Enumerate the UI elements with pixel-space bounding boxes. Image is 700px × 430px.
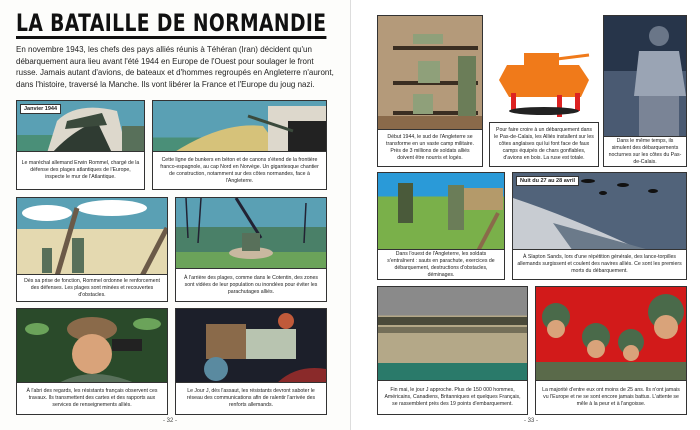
caption: À l'abri des regards, les résistants français observent ces travaux. Ils transmettent des cartes et des rapports aux services de renseignements alliés. <box>17 382 167 414</box>
page-number: - 32 - <box>163 418 178 424</box>
caption: Le maréchal allemand Erwin Rommel, chargé de la défense des plages atlantiques de l'Europe, inspecte le mur de l'Atlantique. <box>17 151 144 189</box>
panel-resistance-sabotage <box>175 308 327 415</box>
page-title: LA BATAILLE DE NORMANDIE <box>16 9 327 37</box>
panel-embarkation <box>377 286 528 415</box>
caption: Pour faire croire à un débarquement dans le Pas-de-Calais, les Alliés installent sur les côtes anglaises qui lui font face de faux camps équipés de chars gonflables, d'avions en bois. La ruse est totale. <box>489 122 599 167</box>
caption: À Slapton Sands, lors d'une répétition générale, des lance-torpilles allemands surgissent et coulent des navires alliés. Ce sont les premiers morts du débarquement. <box>513 249 686 279</box>
date-label: Nuit du 27 au 28 avril <box>516 176 579 186</box>
tank-illustration <box>489 15 599 125</box>
panel-training <box>377 172 505 280</box>
panel-art <box>153 101 326 153</box>
caption: Dans l'ouest de l'Angleterre, les soldats s'entraînent : sauts en parachute, exercices de débarquement, destructions d'obstacles, déminages. <box>378 249 504 279</box>
date-label: Janvier 1944 <box>20 104 61 114</box>
panel-art <box>378 287 527 382</box>
panel-art <box>378 16 482 131</box>
caption: Début 1944, le sud de l'Angleterre se transforme en un vaste camp militaire. Près de 3 millions de soldats alliés doivent être nourris et logés. <box>378 129 482 166</box>
caption: À l'arrière des plages, comme dans le Cotentin, des zones sont vidées de leur population ou inondées pour éviter les parachutages alliés. <box>176 268 326 301</box>
panel-art <box>176 198 326 270</box>
panel-young-soldiers <box>535 286 687 415</box>
panel-art <box>378 173 504 251</box>
panel-bunkers <box>152 100 327 190</box>
caption: Cette ligne de bunkers en béton et de canons s'étend de la frontière franco-espagnole, au cap Nord en Norvège. Un gigantesque chantier de construction, notamment sur des côtes normandes, face à l'Angleterre. <box>153 151 326 189</box>
panel-flooded <box>175 197 327 302</box>
panel-art <box>17 198 167 276</box>
caption: Dans le même temps, ils simulent des débarquements nocturnes sur les côtes du Pas-de-Calais. <box>604 136 686 166</box>
panel-obstacles <box>16 197 168 302</box>
panel-resistance-observe <box>16 308 168 415</box>
panel-art <box>17 309 167 384</box>
caption: Fin mai, le jour J approche. Plus de 150 000 hommes, Américains, Canadiens, Britanniques et quelques Français, se rassemblent près des 19 points d'embarquement. <box>378 380 527 414</box>
panel-rommel <box>16 100 145 190</box>
panel-inflatable-tank <box>489 15 599 167</box>
panel-slapton-sands <box>512 172 687 280</box>
panel-night-soldier <box>603 15 687 167</box>
panel-barracks <box>377 15 483 167</box>
panel-art <box>176 309 326 384</box>
caption: Le Jour J, dès l'assaut, les résistants devront saboter le réseau des communications afin de ralentir l'arrivée des renforts allemands. <box>176 382 326 414</box>
panel-art <box>604 16 686 138</box>
panel-art <box>536 287 686 382</box>
caption: La majorité d'entre eux ont moins de 25 ans. Ils n'ont jamais vu l'Europe et ne se sont encore jamais battus. L'attente se mêle à la peur et à l'angoisse. <box>536 380 686 414</box>
page-number: - 33 - <box>524 418 539 424</box>
intro-text: En novembre 1943, les chefs des pays alliés réunis à Téhéran (Iran) décident qu'un débarquement aura lieu avant l'été 1944 en Europe de l'Ouest pour soulager le front russe. Jamais autant d'avions, de bateaux et d'hommes regroupés en Angleterre n'auront, dans l'histoire, traversé la Manche. Ils vont libérer la France et l'Europe du joug nazi. <box>16 44 334 89</box>
caption: Dès sa prise de fonction, Rommel ordonne le renforcement des défenses. Les plages sont minées et recouvertes d'obstacles. <box>17 274 167 301</box>
right-page <box>350 0 700 430</box>
